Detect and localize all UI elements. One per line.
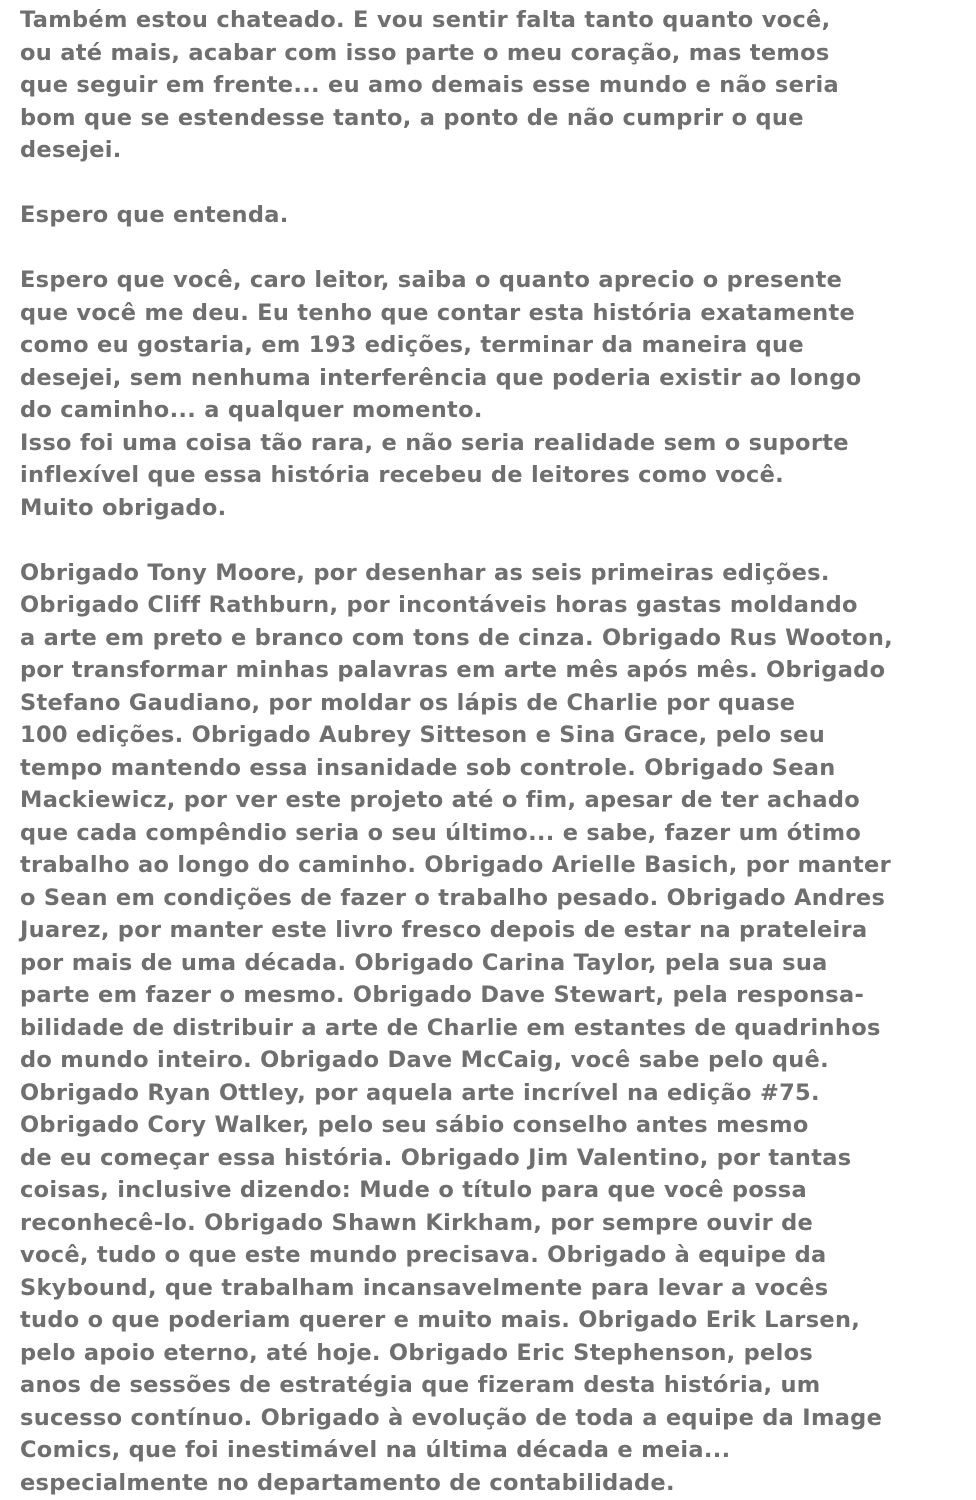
text-line: anos de sessões de estratégia que fizeram desta história, um — [20, 1372, 821, 1398]
text-line: que cada compêndio seria o seu último... e sabe, fazer um ótimo — [20, 819, 862, 846]
text-line: a arte em preto e branco com tons de cinza. Obrigado Rus Wooton, — [20, 624, 893, 651]
text-line: sucesso contínuo. Obrigado à evolução de toda a equipe da Image — [20, 1404, 883, 1431]
paragraph-gap — [20, 232, 970, 265]
text-line: Obrigado Cliff Rathburn, por incontáveis horas gastas moldando — [20, 592, 858, 618]
text-line: por mais de uma década. Obrigado Carina Taylor, pela sua sua — [20, 949, 828, 976]
text-line: Mackiewicz, por ver este projeto até o fim, apesar de ter achado — [20, 787, 861, 813]
text-line: você, tudo o que este mundo precisava. Obrigado à equipe da — [20, 1242, 827, 1268]
text-line: desejei. — [20, 137, 122, 163]
text-line: do mundo inteiro. Obrigado Dave McCaig, você sabe pelo quê. — [20, 1047, 829, 1073]
text-line: por transformar minhas palavras em arte mês após mês. Obrigado — [20, 657, 886, 683]
paragraph-gap — [20, 524, 970, 557]
text-line: Obrigado Cory Walker, pelo seu sábio conselho antes mesmo — [20, 1112, 809, 1138]
paragraph-gap — [20, 167, 970, 200]
text-line: Obrigado Ryan Ottley, por aquela arte incrível na edição #75. — [20, 1079, 820, 1106]
paragraph — [20, 557, 970, 1500]
paragraph — [20, 199, 970, 232]
text-line: Comics, que foi inestimável na última década e meia... — [20, 1437, 731, 1463]
text-line: Muito obrigado. — [20, 494, 227, 521]
text-line: reconhecê-lo. Obrigado Shawn Kirkham, por sempre ouvir de — [20, 1209, 814, 1236]
document-body — [20, 4, 970, 1499]
text-line: tempo mantendo essa insanidade sob controle. Obrigado Sean — [20, 754, 836, 781]
text-line: do caminho... a qualquer momento. — [20, 397, 483, 423]
paragraph — [20, 4, 970, 167]
text-line: 100 edições. Obrigado Aubrey Sitteson e Sina Grace, pelo seu — [20, 722, 826, 748]
text-line: desejei, sem nenhuma interferência que poderia existir ao longo — [20, 364, 862, 391]
text-line: de eu começar essa história. Obrigado Jim Valentino, por tantas — [20, 1144, 852, 1171]
paragraph — [20, 264, 970, 524]
text-line: que seguir em frente... eu amo demais esse mundo e não seria — [20, 72, 840, 98]
text-line: bilidade de distribuir a arte de Charlie em estantes de quadrinhos — [20, 1014, 881, 1041]
text-line: Espero que você, caro leitor, saiba o quanto aprecio o presente — [20, 267, 843, 293]
text-line: tudo o que poderiam querer e muito mais. Obrigado Erik Larsen, — [20, 1307, 861, 1333]
text-line: Skybound, que trabalham incansavelmente para levar a vocês — [20, 1274, 829, 1301]
text-line: Também estou chateado. E vou sentir falta tanto quanto você, — [20, 7, 831, 33]
text-line: Obrigado Tony Moore, por desenhar as seis primeiras edições. — [20, 559, 830, 586]
text-line: trabalho ao longo do caminho. Obrigado Arielle Basich, por manter — [20, 852, 892, 878]
text-line: coisas, inclusive dizendo: Mude o título para que você possa — [20, 1177, 807, 1203]
text-line: bom que se estendesse tanto, a ponto de não cumprir o que — [20, 104, 804, 131]
text-line: que você me deu. Eu tenho que contar esta história exatamente — [20, 299, 856, 326]
text-line: pelo apoio eterno, até hoje. Obrigado Eric Stephenson, pelos — [20, 1339, 814, 1366]
text-line: parte em fazer o mesmo. Obrigado Dave Stewart, pela responsa- — [20, 982, 865, 1008]
text-line: Isso foi uma coisa tão rara, e não seria realidade sem o suporte — [20, 429, 849, 456]
text-line: inflexível que essa história recebeu de leitores como você. — [20, 462, 784, 488]
text-line: Espero que entenda. — [20, 202, 289, 228]
text-line: ou até mais, acabar com isso parte o meu coração, mas temos — [20, 39, 830, 66]
text-line: como eu gostaria, em 193 edições, terminar da maneira que — [20, 332, 804, 358]
text-line: Stefano Gaudiano, por moldar os lápis de Charlie por quase — [20, 689, 796, 716]
text-line: Juarez, por manter este livro fresco depois de estar na prateleira — [20, 917, 868, 943]
text-line: o Sean em condições de fazer o trabalho pesado. Obrigado Andres — [20, 884, 886, 911]
text-line: especialmente no departamento de contabilidade. — [20, 1469, 675, 1496]
